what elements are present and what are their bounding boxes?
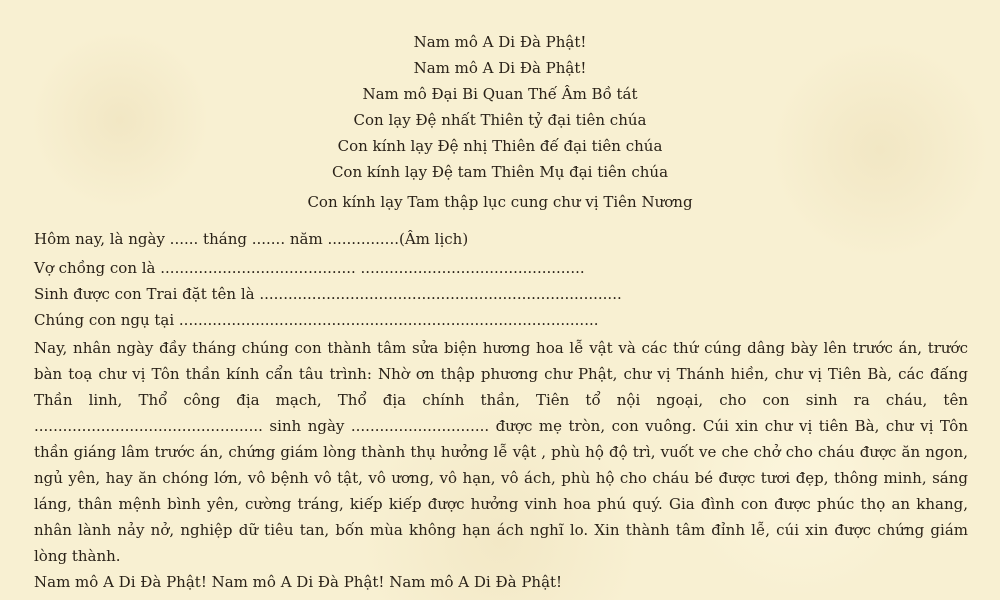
address-line: Chúng con ngụ tại ........................................................................................ (34, 311, 599, 329)
son-name-line: Sinh được con Trai đặt tên là ............................................................................ (34, 285, 622, 303)
invocation-line: Con kính lạy Đệ nhị Thiên đế đại tiên chúa (337, 137, 663, 155)
prayer-content (34, 228, 968, 595)
invocation-line: Nam mô Đại Bi Quan Thế Âm Bồ tát (362, 85, 638, 103)
invocation-line: Con kính lạy Đệ tam Thiên Mụ đại tiên chúa (331, 163, 669, 181)
closing-invocation: Nam mô A Di Đà Phật! Nam mô A Di Đà Phật! Nam mô A Di Đà Phật! (34, 573, 563, 591)
invocation-line: Con lạy Đệ nhất Thiên tỷ đại tiên chúa (353, 111, 647, 129)
invocation-block (0, 32, 1000, 218)
date-line: Hôm nay, là ngày ...... tháng ....... năm ...............(Âm lịch) (34, 230, 469, 248)
invocation-line: Nam mô A Di Đà Phật! (413, 33, 587, 51)
invocation-line: Nam mô A Di Đà Phật! (413, 59, 587, 77)
couple-line: Vợ chồng con là ......................................... ............................................... (34, 259, 585, 277)
invocation-line: Con kính lạy Tam thập lục cung chư vị Tiên Nương (307, 193, 693, 211)
prayer-body: Nay, nhân ngày đầy tháng chúng con thành tâm sửa biện hương hoa lễ vật và các thứ cúng dâng bày lên trước án, trước bàn toạ chư vị Tôn thần kính cẩn tâu trình: Nhờ ơn thập phương chư Phật, chư vị Thánh hiền, chư vị Tiên Bà, các đấng Thần linh, Thổ công địa mạch, Thổ địa chính thần, Tiên tổ nội ngoại, cho con sinh ra cháu, tên ................................................ sinh ngày ............................. được mẹ tròn, con vuông. Cúi xin chư vị tiên Bà, chư vị Tôn thần giáng lâm trước án, chứng giám lòng thành thụ hưởng lễ vật , phù hộ độ trì, vuốt ve che chở cho cháu được ăn ngon, ngủ yên, hay ăn chóng lớn, vô bệnh vô tật, vô ương, vô hạn, vô ách, phù hộ cho cháu bé được tươi đẹp, thông minh, sáng láng, thân mệnh bình yên, cường tráng, kiếp kiếp được hưởng vinh hoa phú quý. Gia đình con được phúc thọ an khang, nhân lành nảy nở, nghiệp dữ tiêu tan, bốn mùa không hạn ách nghĩ lo. Xin thành tâm đỉnh lễ, cúi xin được chứng giám lòng thành. (34, 339, 968, 565)
